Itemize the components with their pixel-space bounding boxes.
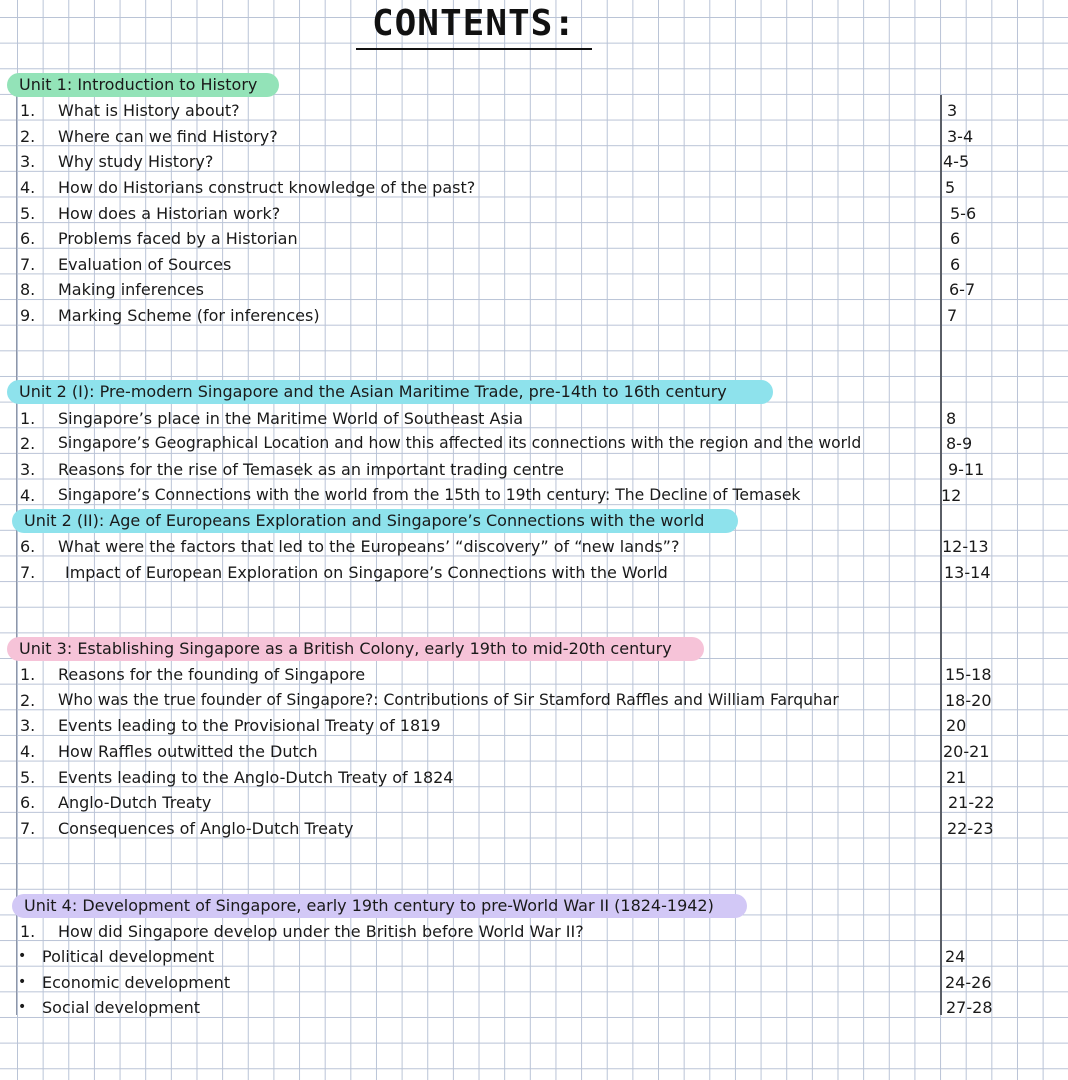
unit-4-heading: Unit 4: Development of Singapore, early 19th century to pre-World War II (1824-1942) (12, 894, 747, 918)
bullet-icon: • (18, 999, 27, 1015)
toc-entry[interactable]: • Political development 24 (0, 944, 1068, 969)
toc-entry[interactable]: 3. Why study History? 4-5 (0, 149, 1068, 174)
page-number: 4-5 (943, 152, 970, 171)
page-number: 7 (947, 306, 958, 325)
toc-entry[interactable]: 7. Evaluation of Sources 6 (0, 252, 1068, 277)
toc-entry[interactable]: 3. Reasons for the rise of Temasek as an important trading centre 9-11 (0, 457, 1068, 482)
toc-entry[interactable]: 4. Singapore’s Connections with the world from the 15th to 19th century: The Decline of Temasek 12 (0, 483, 1068, 508)
page-number: 8 (946, 409, 957, 428)
bullet-icon: • (18, 974, 27, 990)
toc-entry[interactable]: 2. Who was the true founder of Singapore?: Contributions of Sir Stamford Raffles and William Farquhar 18-20 (0, 688, 1068, 713)
page-title: CONTENTS: (356, 4, 592, 50)
unit-3-heading: Unit 3: Establishing Singapore as a British Colony, early 19th to mid-20th century (7, 637, 704, 661)
page-number: 27-28 (946, 998, 993, 1017)
toc-entry[interactable]: 6. Problems faced by a Historian 6 (0, 226, 1068, 251)
page-number: 6 (950, 229, 961, 248)
toc-entry[interactable]: 9. Marking Scheme (for inferences) 7 (0, 303, 1068, 328)
toc-entry[interactable]: 3. Events leading to the Provisional Treaty of 1819 20 (0, 713, 1068, 738)
page-number: 12-13 (942, 537, 989, 556)
page-number: 24-26 (945, 973, 992, 992)
toc-entry[interactable]: • Social development 27-28 (0, 995, 1068, 1020)
page-number: 21-22 (948, 793, 995, 812)
page-number: 5-6 (950, 204, 977, 223)
bullet-icon: • (18, 948, 27, 964)
toc-entry[interactable]: • Economic development 24-26 (0, 970, 1068, 995)
page-number: 6 (950, 255, 961, 274)
toc-entry[interactable]: 1. What is History about? 3 (0, 98, 1068, 123)
toc-entry[interactable]: 6. Anglo-Dutch Treaty 21-22 (0, 790, 1068, 815)
page-number: 12 (941, 486, 962, 505)
unit-2-part-2-heading: Unit 2 (II): Age of Europeans Exploration and Singapore’s Connections with the world (12, 509, 738, 533)
page-number: 3 (947, 101, 958, 120)
page-number: 18-20 (945, 691, 992, 710)
page-number: 9-11 (948, 460, 985, 479)
toc-entry[interactable]: 2. Singapore’s Geographical Location and how this affected its connections with the region and the world 8-9 (0, 431, 1068, 456)
page-number: 20 (946, 716, 967, 735)
toc-entry[interactable]: 7. Consequences of Anglo-Dutch Treaty 22-23 (0, 816, 1068, 841)
toc-entry[interactable]: 7. Impact of European Exploration on Singapore’s Connections with the World 13-14 (0, 560, 1068, 585)
page-number: 6-7 (949, 280, 976, 299)
toc-entry[interactable]: 1. How did Singapore develop under the British before World War II? (20, 922, 584, 941)
page-number: 20-21 (943, 742, 990, 761)
page-number: 5 (945, 178, 956, 197)
toc-entry[interactable]: 6. What were the factors that led to the Europeans’ “discovery” of “new lands”? 12-13 (0, 534, 1068, 559)
page-number: 22-23 (947, 819, 994, 838)
unit-2-part-1-heading: Unit 2 (I): Pre-modern Singapore and the Asian Maritime Trade, pre-14th to 16th century (7, 380, 773, 404)
toc-entry[interactable]: 8. Making inferences 6-7 (0, 277, 1068, 302)
page-number: 3-4 (947, 127, 974, 146)
unit-1-heading: Unit 1: Introduction to History (7, 73, 279, 97)
toc-entry[interactable]: 4. How do Historians construct knowledge of the past? 5 (0, 175, 1068, 200)
page-number: 21 (946, 768, 967, 787)
toc-entry[interactable]: 1. Reasons for the founding of Singapore 15-18 (0, 662, 1068, 687)
toc-entry[interactable]: 5. Events leading to the Anglo-Dutch Treaty of 1824 21 (0, 765, 1068, 790)
page-number: 24 (945, 947, 966, 966)
toc-entry[interactable]: 2. Where can we find History? 3-4 (0, 124, 1068, 149)
toc-entry[interactable]: 4. How Raffles outwitted the Dutch 20-21 (0, 739, 1068, 764)
page-number: 8-9 (946, 434, 973, 453)
page-number: 13-14 (944, 563, 991, 582)
toc-entry[interactable]: 1. Singapore’s place in the Maritime World of Southeast Asia 8 (0, 406, 1068, 431)
page-number: 15-18 (945, 665, 992, 684)
toc-entry[interactable]: 5. How does a Historian work? 5-6 (0, 201, 1068, 226)
